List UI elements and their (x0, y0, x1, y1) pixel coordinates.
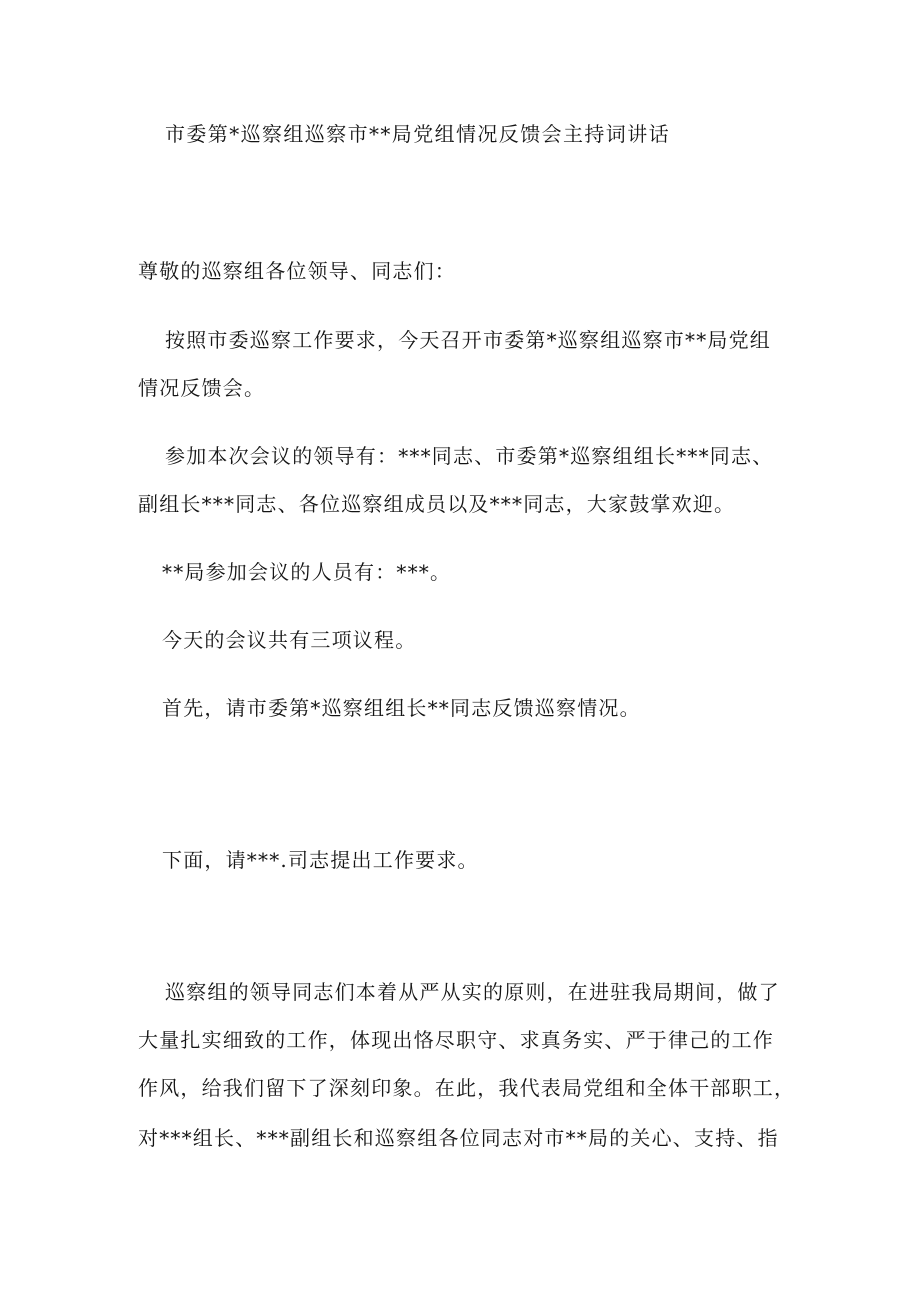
paragraph-line: 首先，请市委第*巡察组组长**同志反馈巡察情况。 (162, 696, 641, 720)
paragraph-line: 对***组长、***副组长和巡察组各位同志对市**局的关心、支持、指 (138, 1126, 779, 1150)
paragraph-line: 参加本次会议的领导有：***同志、市委第*巡察组组长***同志、 (165, 444, 774, 468)
salutation: 尊敬的巡察组各位领导、同志们： (138, 259, 456, 283)
document-title: 市委第*巡察组巡察市**局党组情况反馈会主持词讲话 (165, 122, 670, 146)
paragraph-line: 今天的会议共有三项议程。 (162, 628, 417, 652)
paragraph-line: 巡察组的领导同志们本着从严从实的原则，在进驻我局期间，做了 (165, 980, 780, 1004)
paragraph-line: 作风，给我们留下了深刻印象。在此，我代表局党组和全体干部职工， (138, 1076, 796, 1100)
paragraph-line: 下面，请***.司志提出工作要求。 (162, 848, 479, 872)
paragraph-line: 副组长***同志、各位巡察组成员以及***同志，大家鼓掌欢迎。 (138, 492, 736, 516)
paragraph-line: **局参加会议的人员有：***。 (162, 560, 452, 584)
paragraph-line: 大量扎实细致的工作，体现出恪尽职守、求真务实、严于律己的工作 (138, 1028, 774, 1052)
paragraph-line: 按照市委巡察工作要求，今天召开市委第*巡察组巡察市**局党组 (165, 328, 771, 352)
paragraph-line: 情况反馈会。 (138, 376, 266, 400)
